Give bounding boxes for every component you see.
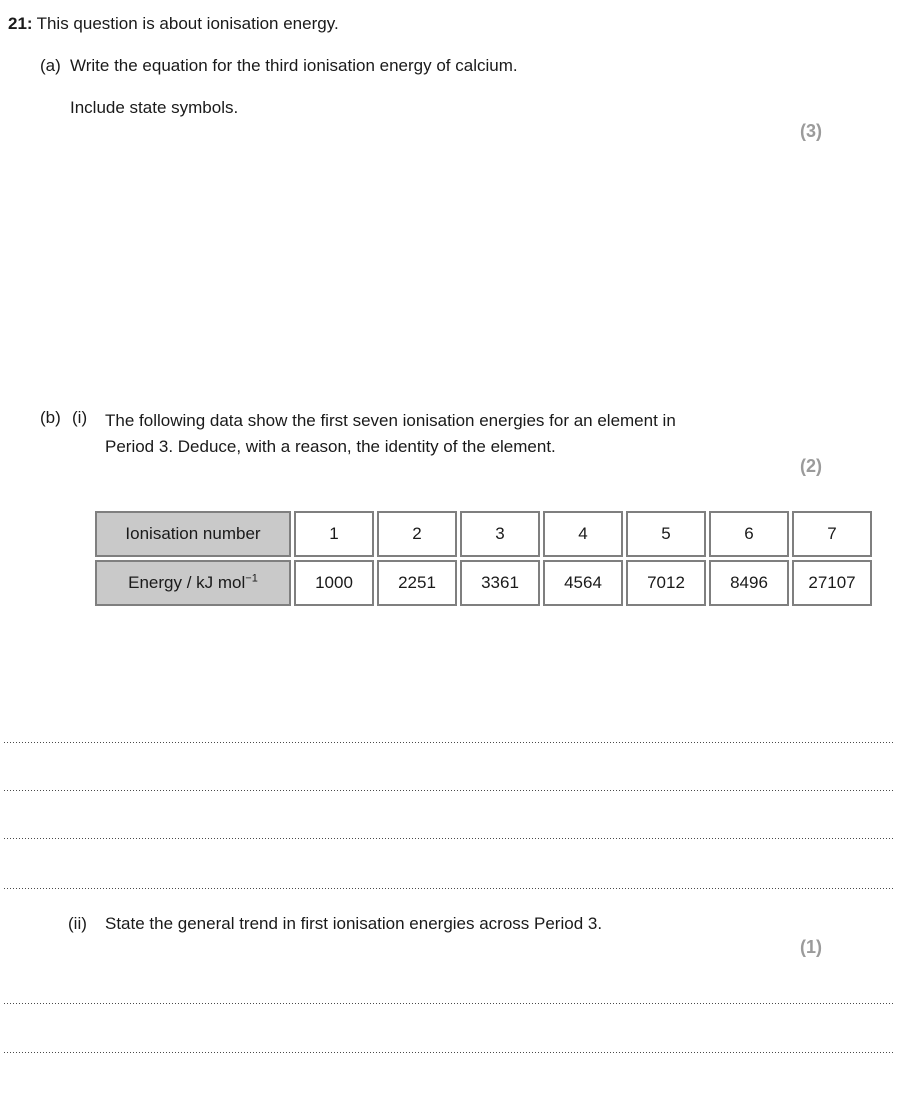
part-b-i-text-line1: The following data show the first seven ionisation energies for an element in bbox=[105, 411, 676, 430]
table-row-ionisation-number bbox=[95, 511, 872, 557]
table-cell: 4564 bbox=[543, 560, 623, 606]
table-cell: 5 bbox=[626, 511, 706, 557]
part-a-label: (a) bbox=[40, 56, 61, 75]
table-row1-header: Ionisation number bbox=[95, 511, 291, 557]
part-b-i-line bbox=[40, 408, 676, 460]
answer-line bbox=[4, 790, 894, 792]
answer-line bbox=[4, 1052, 894, 1054]
table-cell: 2251 bbox=[377, 560, 457, 606]
answer-line bbox=[4, 888, 894, 890]
part-b-i-text-line2: Period 3. Deduce, with a reason, the identity of the element. bbox=[105, 437, 556, 456]
table-cell: 7012 bbox=[626, 560, 706, 606]
question-intro-text: This question is about ionisation energy. bbox=[36, 14, 339, 33]
part-b-i-label: (i) bbox=[72, 408, 88, 427]
answer-line bbox=[4, 1003, 894, 1005]
question-number: 21: bbox=[8, 14, 33, 33]
table-cell: 1 bbox=[294, 511, 374, 557]
table-cell: 7 bbox=[792, 511, 872, 557]
table-row2-header-superscript: −1 bbox=[245, 572, 258, 585]
part-b-label: (b) bbox=[40, 408, 61, 427]
part-a-text: Write the equation for the third ionisation energy of calcium. bbox=[70, 56, 518, 75]
part-a-marks: (3) bbox=[800, 121, 822, 141]
table-cell: 8496 bbox=[709, 560, 789, 606]
part-a-subtext: Include state symbols. bbox=[70, 98, 239, 117]
table-cell: 2 bbox=[377, 511, 457, 557]
part-b-ii-line bbox=[68, 914, 602, 934]
ionisation-energy-table bbox=[92, 508, 875, 609]
part-b-ii-text: State the general trend in first ionisation energies across Period 3. bbox=[105, 914, 603, 933]
part-b-ii-label: (ii) bbox=[68, 914, 87, 933]
part-a-line bbox=[40, 56, 518, 76]
table-cell: 27107 bbox=[792, 560, 872, 606]
answer-line bbox=[4, 838, 894, 840]
table-row-energy bbox=[95, 560, 872, 606]
table-cell: 4 bbox=[543, 511, 623, 557]
table-cell: 1000 bbox=[294, 560, 374, 606]
table-cell: 3 bbox=[460, 511, 540, 557]
table-row2-header: Energy / kJ mol$^{-1}$ bbox=[95, 560, 291, 606]
question-intro-line bbox=[8, 14, 339, 34]
part-b-ii-marks: (1) bbox=[800, 937, 822, 957]
part-b-i-text bbox=[105, 408, 676, 460]
answer-line bbox=[4, 742, 894, 744]
table-cell: 3361 bbox=[460, 560, 540, 606]
part-b-i-marks: (2) bbox=[800, 456, 822, 476]
table-cell: 6 bbox=[709, 511, 789, 557]
